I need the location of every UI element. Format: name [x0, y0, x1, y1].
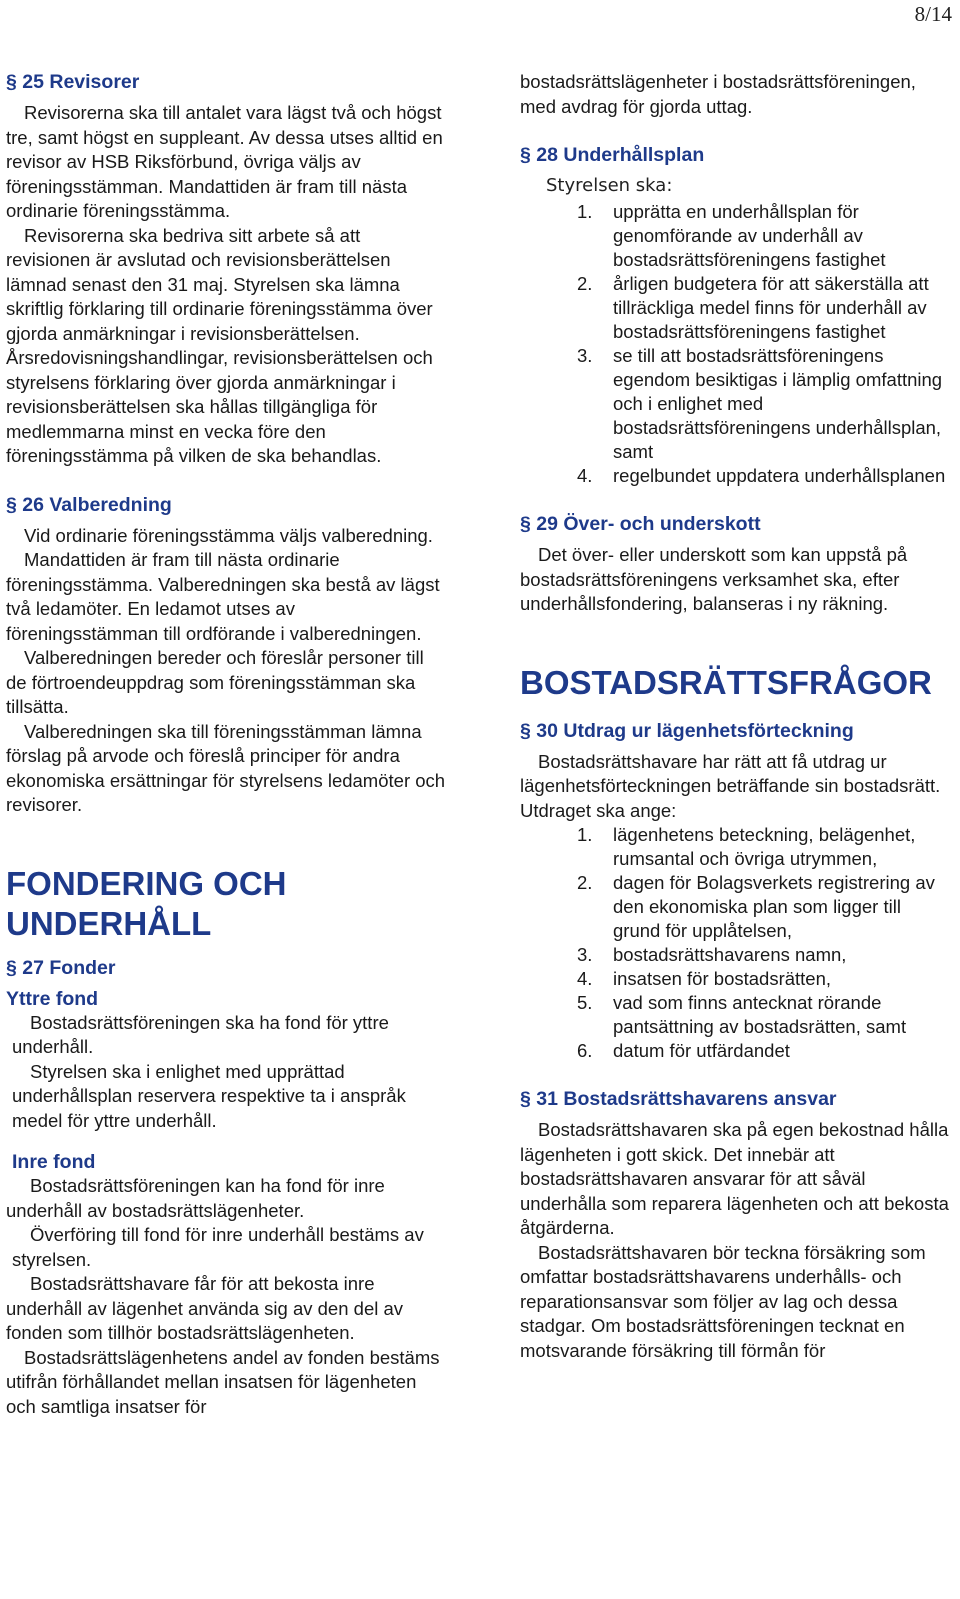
- section-31-heading: § 31 Bostadsrättshavarens ansvar: [520, 1088, 837, 1110]
- list-item-text: insatsen för bostadsrätten,: [613, 968, 832, 989]
- section-25-paragraph-1: Revisorerna ska till antalet vara lägst två och högst tre, samt högst en suppleant. Av dessa utses alltid en revisor av HSB Riksförbund, övriga väljs av föreningsstämman. Mandattiden är fram till nästa ordinarie föreningsstämma.: [6, 102, 443, 221]
- list-item-text: bostadsrättshavarens namn,: [613, 944, 847, 965]
- list-item-text: årligen budgetera för att säkerställa att tillräckliga medel finns för underhåll av bostadsrättsföreningens fastighet: [613, 273, 929, 342]
- inre-fond-paragraph-3: Bostadsrättshavare får för att bekosta inre underhåll av lägenhet använda sig av den del av fonden som tillhör bostadsrättslägenheten.: [6, 1273, 404, 1343]
- section-31-paragraph-2: Bostadsrättshavaren bör teckna försäkring som omfattar bostadsrättshavarens underhålls- och reparationsansvar som följer av lag och dessa stadgar. Om bostadsrättsföreningen tecknat en motsvarande försäkring till förmån för: [520, 1241, 926, 1361]
- section-30-heading: § 30 Utdrag ur lägenhetsförteckning: [520, 719, 854, 742]
- list-item-number: 6.: [577, 1040, 593, 1061]
- bostadsrattsfragor-heading: BOSTADSRÄTTSFRÅGOR: [520, 663, 932, 701]
- section-25-heading: § 25 Revisorer: [6, 71, 140, 93]
- section-29-paragraph-1: Det över- eller underskott som kan uppstå på bostadsrättsföreningens verksamhet ska, efter underhållsfondering, balanseras i ny räkning.: [520, 544, 908, 614]
- section-29-heading: § 29 Över- och underskott: [520, 513, 761, 535]
- list-item-number: 5.: [577, 992, 593, 1013]
- section-28-heading: § 28 Underhållsplan: [520, 144, 705, 166]
- list-item: [520, 967, 950, 991]
- yttre-fond-paragraph-2: Styrelsen ska i enlighet med upprättad underhållsplan reservera respektive ta i anspråk medel för yttre underhåll.: [12, 1060, 406, 1131]
- list-item: [520, 1039, 950, 1063]
- section-30-paragraph-1: Bostadsrättshavare har rätt att få utdrag ur lägenhetsförteckningen beträffande sin bostadsrätt. Utdraget ska ange:: [520, 750, 941, 821]
- list-item: [520, 943, 950, 967]
- section-27-heading: § 27 Fonder: [6, 956, 116, 979]
- section-26-paragraph-2: Mandattiden är fram till nästa ordinarie föreningsstämma. Valberedningen ska bestå av lägst två ledamöter. En ledamot utses av föreningsstämman till ordförande i valberedningen.: [6, 549, 440, 644]
- list-item-text: lägenhetens beteckning, belägenhet, rumsantal och övriga utrymmen,: [613, 824, 916, 869]
- list-item-text: dagen för Bolagsverkets registrering av den ekonomiska plan som ligger till grund för upplåtelsen,: [613, 872, 935, 941]
- section-26-heading: § 26 Valberedning: [6, 493, 172, 516]
- yttre-fond-heading: Yttre fond: [6, 987, 99, 1010]
- list-item: [520, 344, 950, 464]
- list-item: [520, 272, 950, 344]
- fondering-heading: FONDERING OCH UNDERHÅLL: [6, 864, 287, 942]
- list-item-number: 3.: [577, 944, 593, 965]
- inre-fond-paragraph-2: Överföring till fond för inre underhåll bestäms av styrelsen.: [12, 1224, 424, 1270]
- continued-paragraph: bostadsrättslägenheter i bostadsrättsföreningen, med avdrag för gjorda uttag.: [520, 71, 916, 117]
- right-column: [520, 70, 950, 1363]
- section-26-paragraph-1: Vid ordinarie föreningsstämma väljs valberedning.: [24, 524, 433, 546]
- list-item-number: 3.: [577, 345, 593, 366]
- list-item-number: 1.: [577, 201, 593, 222]
- section-25-paragraph-2: Revisorerna ska bedriva sitt arbete så att revisionen är avslutad och revisionsberättelsen lämnad senast den 31 maj. Styrelsen ska lämna skriftlig förklaring till ordinarie föreningsstämma över gjorda anmärkningar i revisionsberättelsen.: [6, 224, 433, 344]
- list-item-number: 2.: [577, 273, 593, 294]
- list-item-text: datum för utfärdandet: [613, 1040, 790, 1061]
- section-25-paragraph-3: Årsredovisningshandlingar, revisionsberättelsen och styrelsens förklaring över gjorda anmärkningar i revisionsberättelsen ska hållas tillgängliga för medlemmarna minst en vecka före den föreningsstämma på vilken de ska behandlas.: [6, 347, 433, 466]
- section-26-paragraph-3: Valberedningen bereder och föreslår personer till de förtroendeuppdrag som föreningsstämman ska tillsätta.: [6, 647, 424, 717]
- list-item-text: upprätta en underhållsplan för genomförande av underhåll av bostadsrättsföreningens fastighet: [613, 201, 886, 270]
- inre-fond-paragraph-1: Bostadsrättsföreningen kan ha fond för inre underhåll av bostadsrättslägenheter.: [6, 1175, 385, 1221]
- list-item: [520, 464, 950, 488]
- section-31-paragraph-1: Bostadsrättshavaren ska på egen bekostnad hålla lägenheten i gott skick. Det innebär att bostadsrättshavaren ansvarar för att såväl underhålla som reparera lägenheten och att bekosta åtgärderna.: [520, 1119, 949, 1238]
- list-item-number: 1.: [577, 824, 593, 845]
- yttre-fond-paragraph-1: Bostadsrättsföreningen ska ha fond för yttre underhåll.: [12, 1011, 389, 1057]
- section-26-paragraph-4: Valberedningen ska till föreningsstämman lämna förslag på arvode och föreslå principer för andra ekonomiska ersättningar för styrelsens ledamöter och revisorer.: [6, 720, 446, 815]
- list-item-text: vad som finns antecknat rörande pantsättning av bostadsrätten, samt: [613, 992, 907, 1037]
- left-column: [6, 70, 446, 1419]
- list-item-text: se till att bostadsrättsföreningens egendom besiktigas i lämplig omfattning och i enlighet med bostadsrättsföreningens underhållsplan, samt: [613, 345, 943, 462]
- section-30-list: [520, 823, 950, 1063]
- list-item: [520, 200, 950, 272]
- list-item: [520, 871, 950, 943]
- section-28-list: [520, 200, 950, 488]
- list-item: [520, 991, 950, 1039]
- list-item: [520, 823, 950, 871]
- inre-fond-paragraph-4: Bostadsrättslägenhetens andel av fonden bestäms utifrån förhållandet mellan insatsen för lägenheten och samtliga insatser för: [6, 1346, 440, 1417]
- page-number: 8/14: [914, 2, 952, 26]
- list-item-number: 2.: [577, 872, 593, 893]
- list-item-text: regelbundet uppdatera underhållsplanen: [613, 465, 946, 486]
- list-item-number: 4.: [577, 968, 593, 989]
- list-item-number: 4.: [577, 465, 593, 486]
- inre-fond-heading: Inre fond: [12, 1151, 96, 1173]
- section-28-intro: Styrelsen ska:: [546, 175, 673, 196]
